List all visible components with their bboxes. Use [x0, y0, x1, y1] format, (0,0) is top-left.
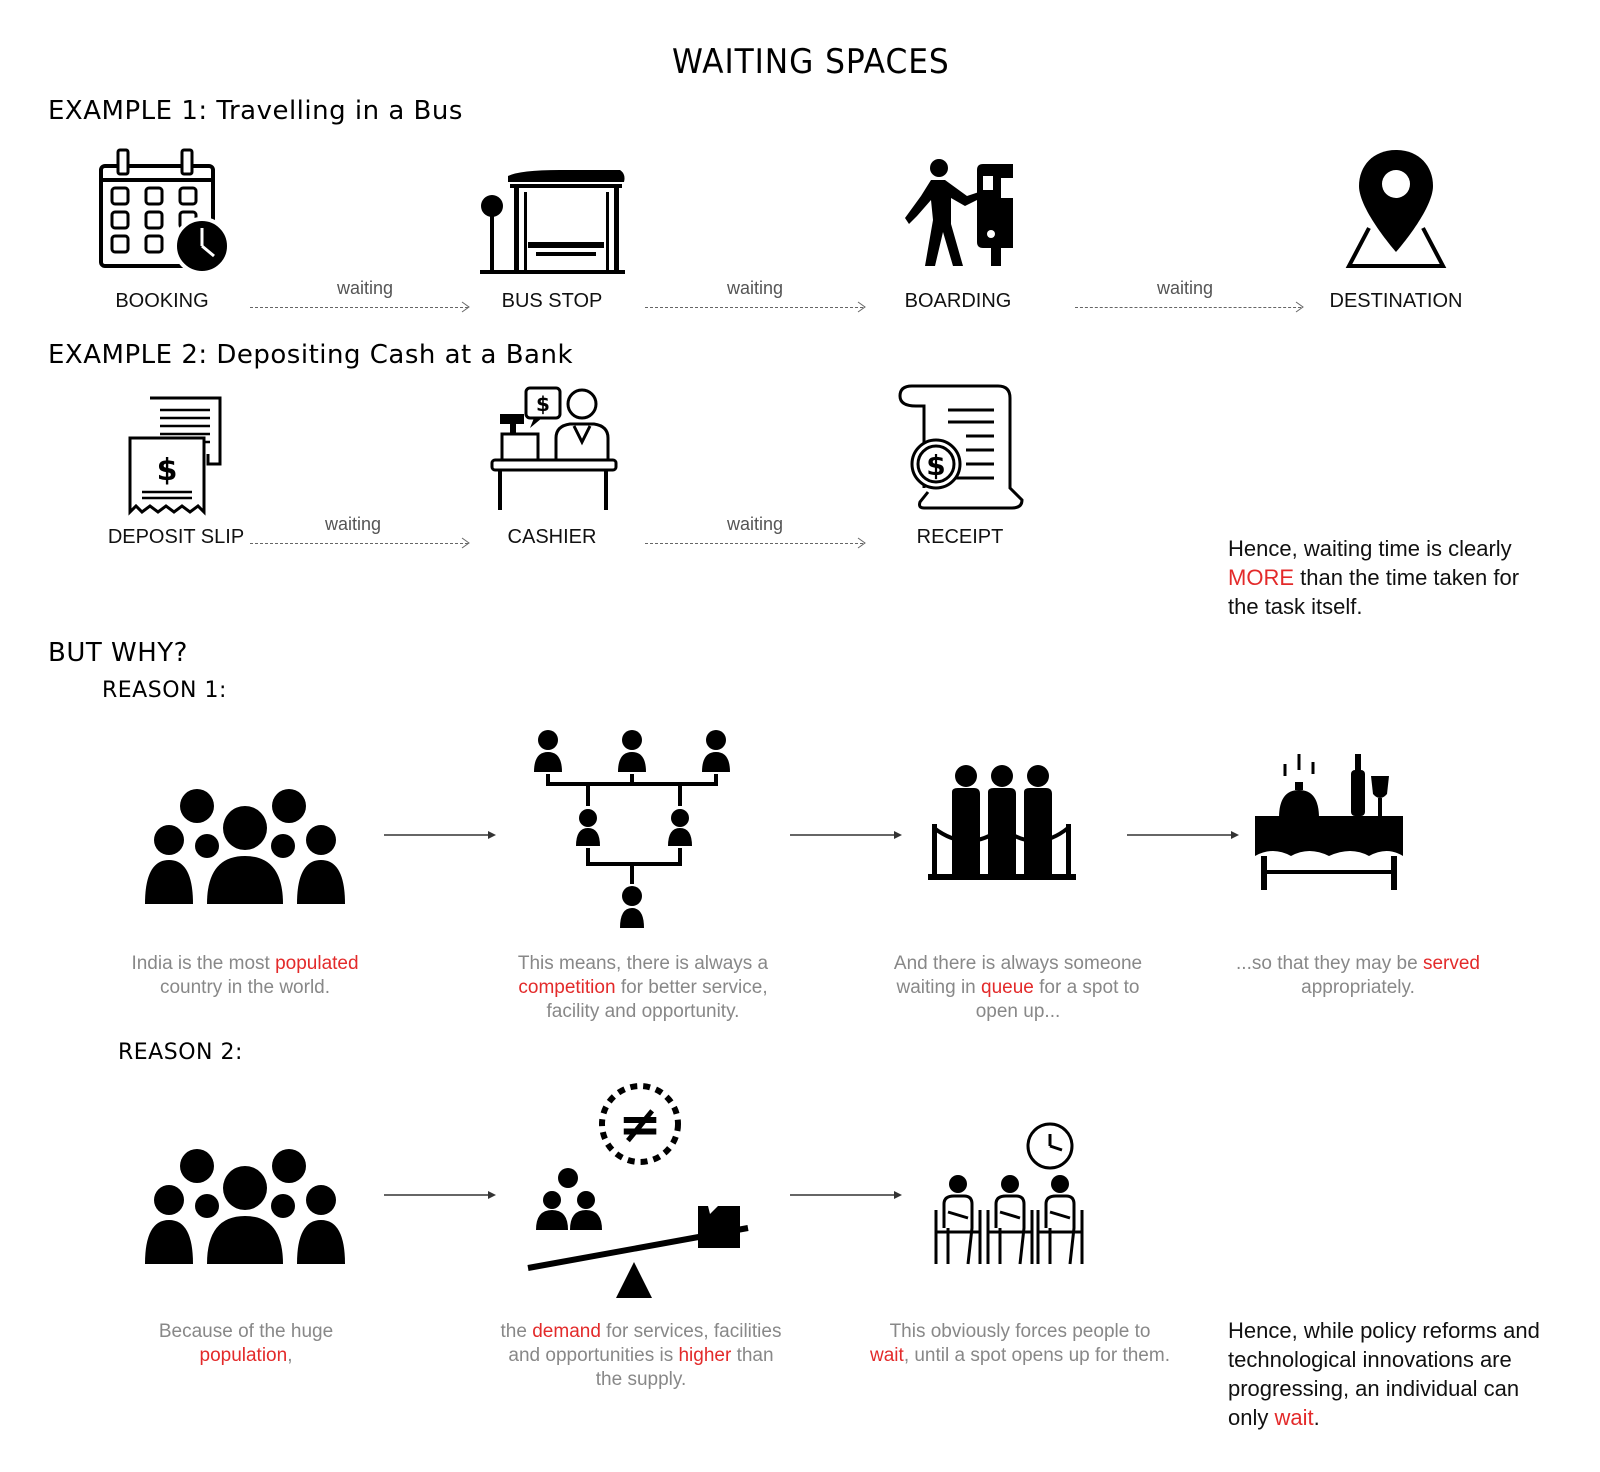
calendar-clock-icon [98, 148, 233, 278]
receipt-icon [898, 384, 1026, 512]
reason2-caption-2: the demand for services, facilities and opportunities is higher than the supply. [500, 1321, 782, 1390]
queue-icon [928, 764, 1078, 886]
arrowhead-icon [858, 538, 866, 548]
served-dining-icon [1255, 752, 1405, 894]
reason2-caption-3: This obviously forces people to wait, until a spot opens up for them. [870, 1321, 1170, 1366]
page-title: WAITING SPACES [672, 42, 950, 82]
arrow-right-icon [790, 1190, 906, 1200]
reason1-caption-2: This means, there is always a competition for better service, facility and opportunity. [517, 953, 769, 1022]
waiting-seated-people-icon [934, 1124, 1088, 1274]
step-deposit-slip: DEPOSIT SLIP [107, 526, 245, 548]
crowd-icon [145, 1148, 345, 1264]
arrow-right-icon [790, 830, 906, 840]
waiting-label: waiting [1156, 278, 1214, 298]
arrow-right-icon [384, 1190, 500, 1200]
dashed-arrow [645, 543, 863, 544]
svg-text:$: $ [156, 453, 178, 488]
cashier-icon [490, 386, 620, 512]
reason2-heading: REASON 2: [118, 1040, 243, 1065]
arrow-right-icon [1127, 830, 1243, 840]
bus-stop-icon [480, 170, 630, 276]
svg-text:$: $ [926, 449, 946, 482]
boarding-person-icon [905, 158, 1020, 270]
conclusion-waiting-time: Hence, waiting time is clearly MORE than the time taken for the task itself. [1228, 536, 1520, 619]
demand-supply-scale-icon [534, 1082, 754, 1302]
example1-heading: EXAMPLE 1: Travelling in a Bus [48, 96, 463, 126]
arrow-right-icon [384, 830, 500, 840]
reason1-caption-1: India is the most populated country in the world. [131, 953, 359, 998]
step-boarding: BOARDING [904, 290, 1012, 312]
example2-heading: EXAMPLE 2: Depositing Cash at a Bank [48, 340, 574, 370]
location-pin-icon [1345, 148, 1447, 272]
dashed-arrow [250, 543, 468, 544]
reason2-caption-1: Because of the huge population, [158, 1321, 334, 1366]
waiting-label: waiting [726, 278, 784, 298]
dashed-arrow [645, 307, 863, 308]
not-equal-icon: ≠ [618, 1095, 662, 1155]
competition-tree-icon [532, 728, 732, 940]
arrowhead-icon [462, 302, 470, 312]
step-booking: BOOKING [115, 290, 209, 312]
waiting-label: waiting [726, 514, 784, 534]
conclusion-policy-reforms: Hence, while policy reforms and technological innovations are progressing, an individual can only wait. [1228, 1318, 1540, 1430]
step-receipt: RECEIPT [916, 526, 1004, 548]
reason1-caption-4: ...so that they may be served appropriately. [1236, 953, 1480, 998]
arrowhead-icon [462, 538, 470, 548]
step-cashier: CASHIER [507, 526, 597, 548]
arrowhead-icon [858, 302, 866, 312]
step-bus-stop: BUS STOP [501, 290, 603, 312]
deposit-slip-icon [128, 394, 224, 520]
step-destination: DESTINATION [1329, 290, 1463, 312]
but-why-heading: BUT WHY? [48, 638, 188, 668]
reason1-heading: REASON 1: [102, 678, 227, 703]
dashed-arrow [1075, 307, 1301, 308]
reason1-caption-3: And there is always someone waiting in queue for a spot to open up... [893, 953, 1143, 1022]
waiting-label: waiting [324, 514, 382, 534]
crowd-icon [145, 788, 345, 904]
dashed-arrow [250, 307, 468, 308]
arrowhead-icon [1296, 302, 1304, 312]
waiting-label: waiting [336, 278, 394, 298]
svg-text:$: $ [536, 392, 550, 416]
